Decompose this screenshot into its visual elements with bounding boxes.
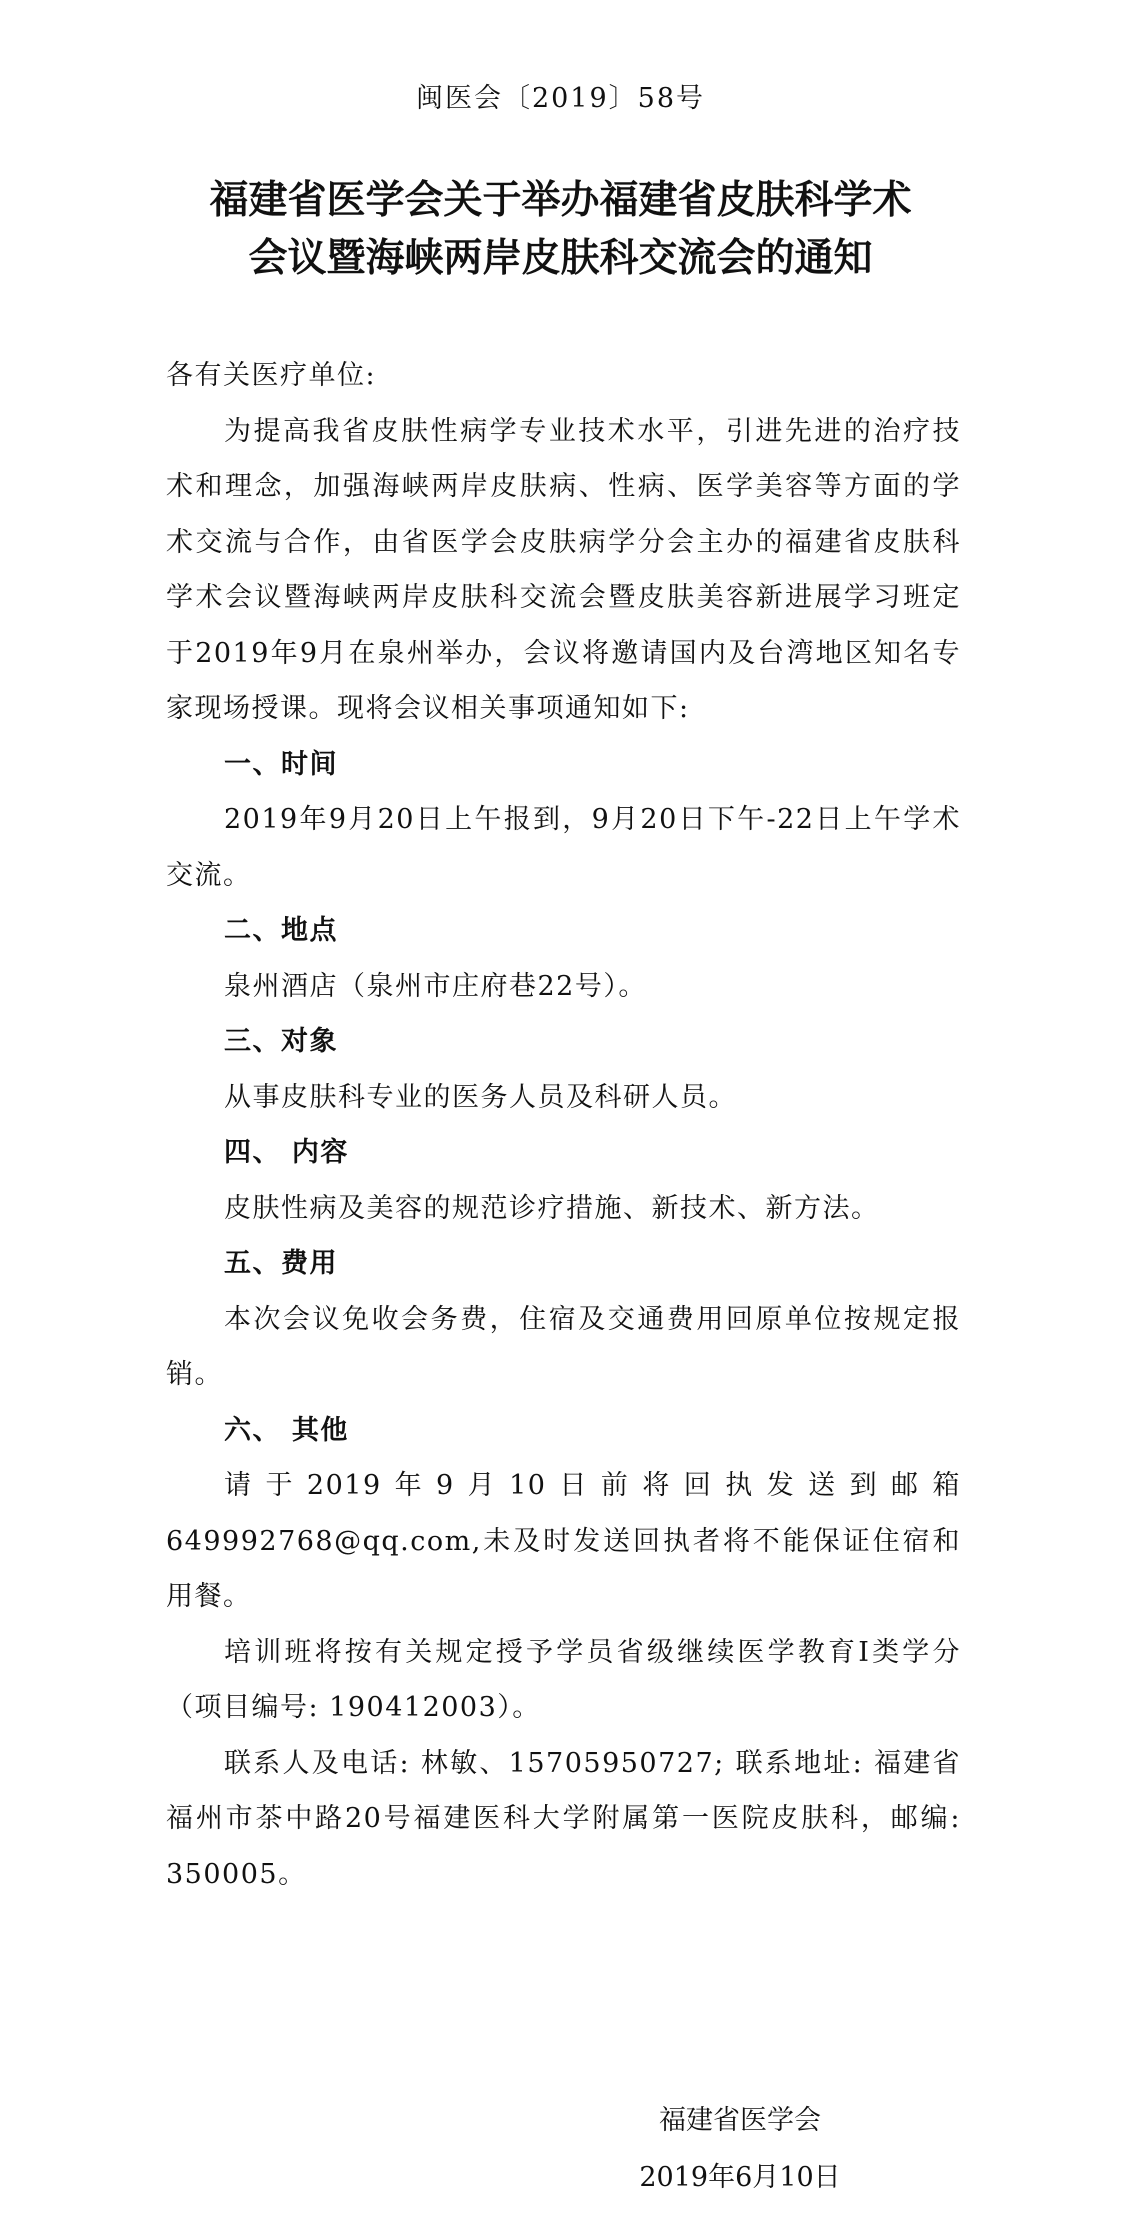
section-heading-time: 一、时间 (224, 748, 338, 780)
section-text-reply: 请于2019年9月10日前将回执发送到邮箱649992768@qq.com,未及时发送回执者将不能保证住宿和用餐。 (166, 1470, 961, 1612)
title-line-1: 福建省医学会关于举办福建省皮肤科学术 (209, 178, 912, 223)
section-text-time: 2019年9月20日上午报到，9月20日下午-22日上午学术交流。 (166, 804, 961, 891)
title-line-2: 会议暨海峡两岸皮肤科交流会的通知 (248, 236, 873, 281)
signature-organization: 福建省医学会 (659, 2105, 821, 2136)
section-heading-location: 二、地点 (224, 915, 338, 946)
document-title (0, 172, 1121, 288)
salutation: 各有关医疗单位: (166, 360, 377, 391)
section-heading-fees: 五、费用 (224, 1248, 338, 1279)
intro-paragraph: 为提高我省皮肤性病学专业技术水平，引进先进的治疗技术和理念，加强海峡两岸皮肤病、性病、医学美容等方面的学术交流与合作，由省医学会皮肤病学分会主办的福建省皮肤科学术会议暨海峡两岸皮肤科交流会暨皮肤美容新进展学习班定于2019年9月在泉州举办，会议将邀请国内及台湾地区知名专家现场授课。现将会议相关事项通知如下: (166, 415, 961, 724)
section-heading-other: 六、 其他 (224, 1414, 349, 1446)
section-text-content: 皮肤性病及美容的规范诊疗措施、新技术、新方法。 (224, 1192, 880, 1224)
section-heading-audience: 三、对象 (224, 1026, 338, 1057)
section-text-location: 泉州酒店（泉州市庄府巷22号）。 (224, 970, 647, 1002)
document-body (166, 348, 961, 1902)
signature-date: 2019年6月10日 (639, 2162, 841, 2193)
section-text-fees: 本次会议免收会务费，住宿及交通费用回原单位按规定报销。 (166, 1303, 961, 1390)
section-text-audience: 从事皮肤科专业的医务人员及科研人员。 (224, 1081, 737, 1113)
section-text-credit: 培训班将按有关规定授予学员省级继续医学教育I类学分（项目编号: 190412003）。 (166, 1636, 961, 1723)
document-number: 闽医会〔2019〕58号 (415, 83, 706, 114)
section-heading-content: 四、 内容 (224, 1137, 349, 1168)
section-text-contact: 联系人及电话: 林敏、15705950727; 联系地址: 福建省福州市茶中路20号福建医科大学附属第一医院皮肤科，邮编: 350005。 (166, 1747, 961, 1890)
